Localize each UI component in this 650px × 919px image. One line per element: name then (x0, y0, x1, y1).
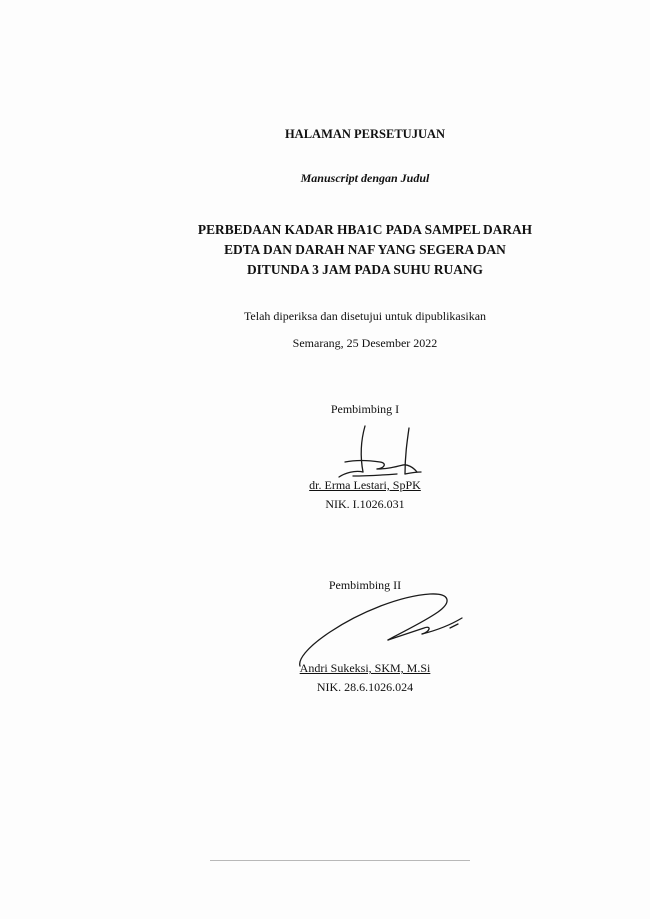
manuscript-title (165, 220, 565, 280)
scan-artifact-line (210, 860, 470, 861)
advisor-2-name (40, 661, 650, 676)
page-heading: HALAMAN PERSETUJUAN (284, 127, 446, 141)
advisor-2-label: Pembimbing II (328, 578, 402, 592)
advisor-1-name (40, 478, 650, 493)
title-line: DITUNDA 3 JAM PADA SUHU RUANG (247, 262, 483, 277)
title-line: EDTA DAN DARAH NAF YANG SEGERA DAN (224, 242, 506, 257)
advisor-2-name-text: Andri Sukeksi, SKM, M.Si (299, 661, 431, 675)
advisor-2-nik: NIK. 28.6.1026.024 (316, 680, 414, 694)
advisor-2-signature (290, 588, 480, 670)
advisor-1-name-text: dr. Erma Lestari, SpPK (309, 478, 421, 492)
title-line: PERBEDAAN KADAR HBA1C PADA SAMPEL DARAH (197, 222, 533, 237)
approval-statement: Telah diperiksa dan disetujui untuk dipublikasikan (243, 309, 487, 323)
advisor-1-nik: NIK. I.1026.031 (325, 497, 405, 511)
place-date: Semarang, 25 Desember 2022 (292, 336, 438, 350)
manuscript-subheading: Manuscript dengan Judul (300, 171, 430, 185)
advisor-1-label: Pembimbing I (330, 402, 400, 416)
